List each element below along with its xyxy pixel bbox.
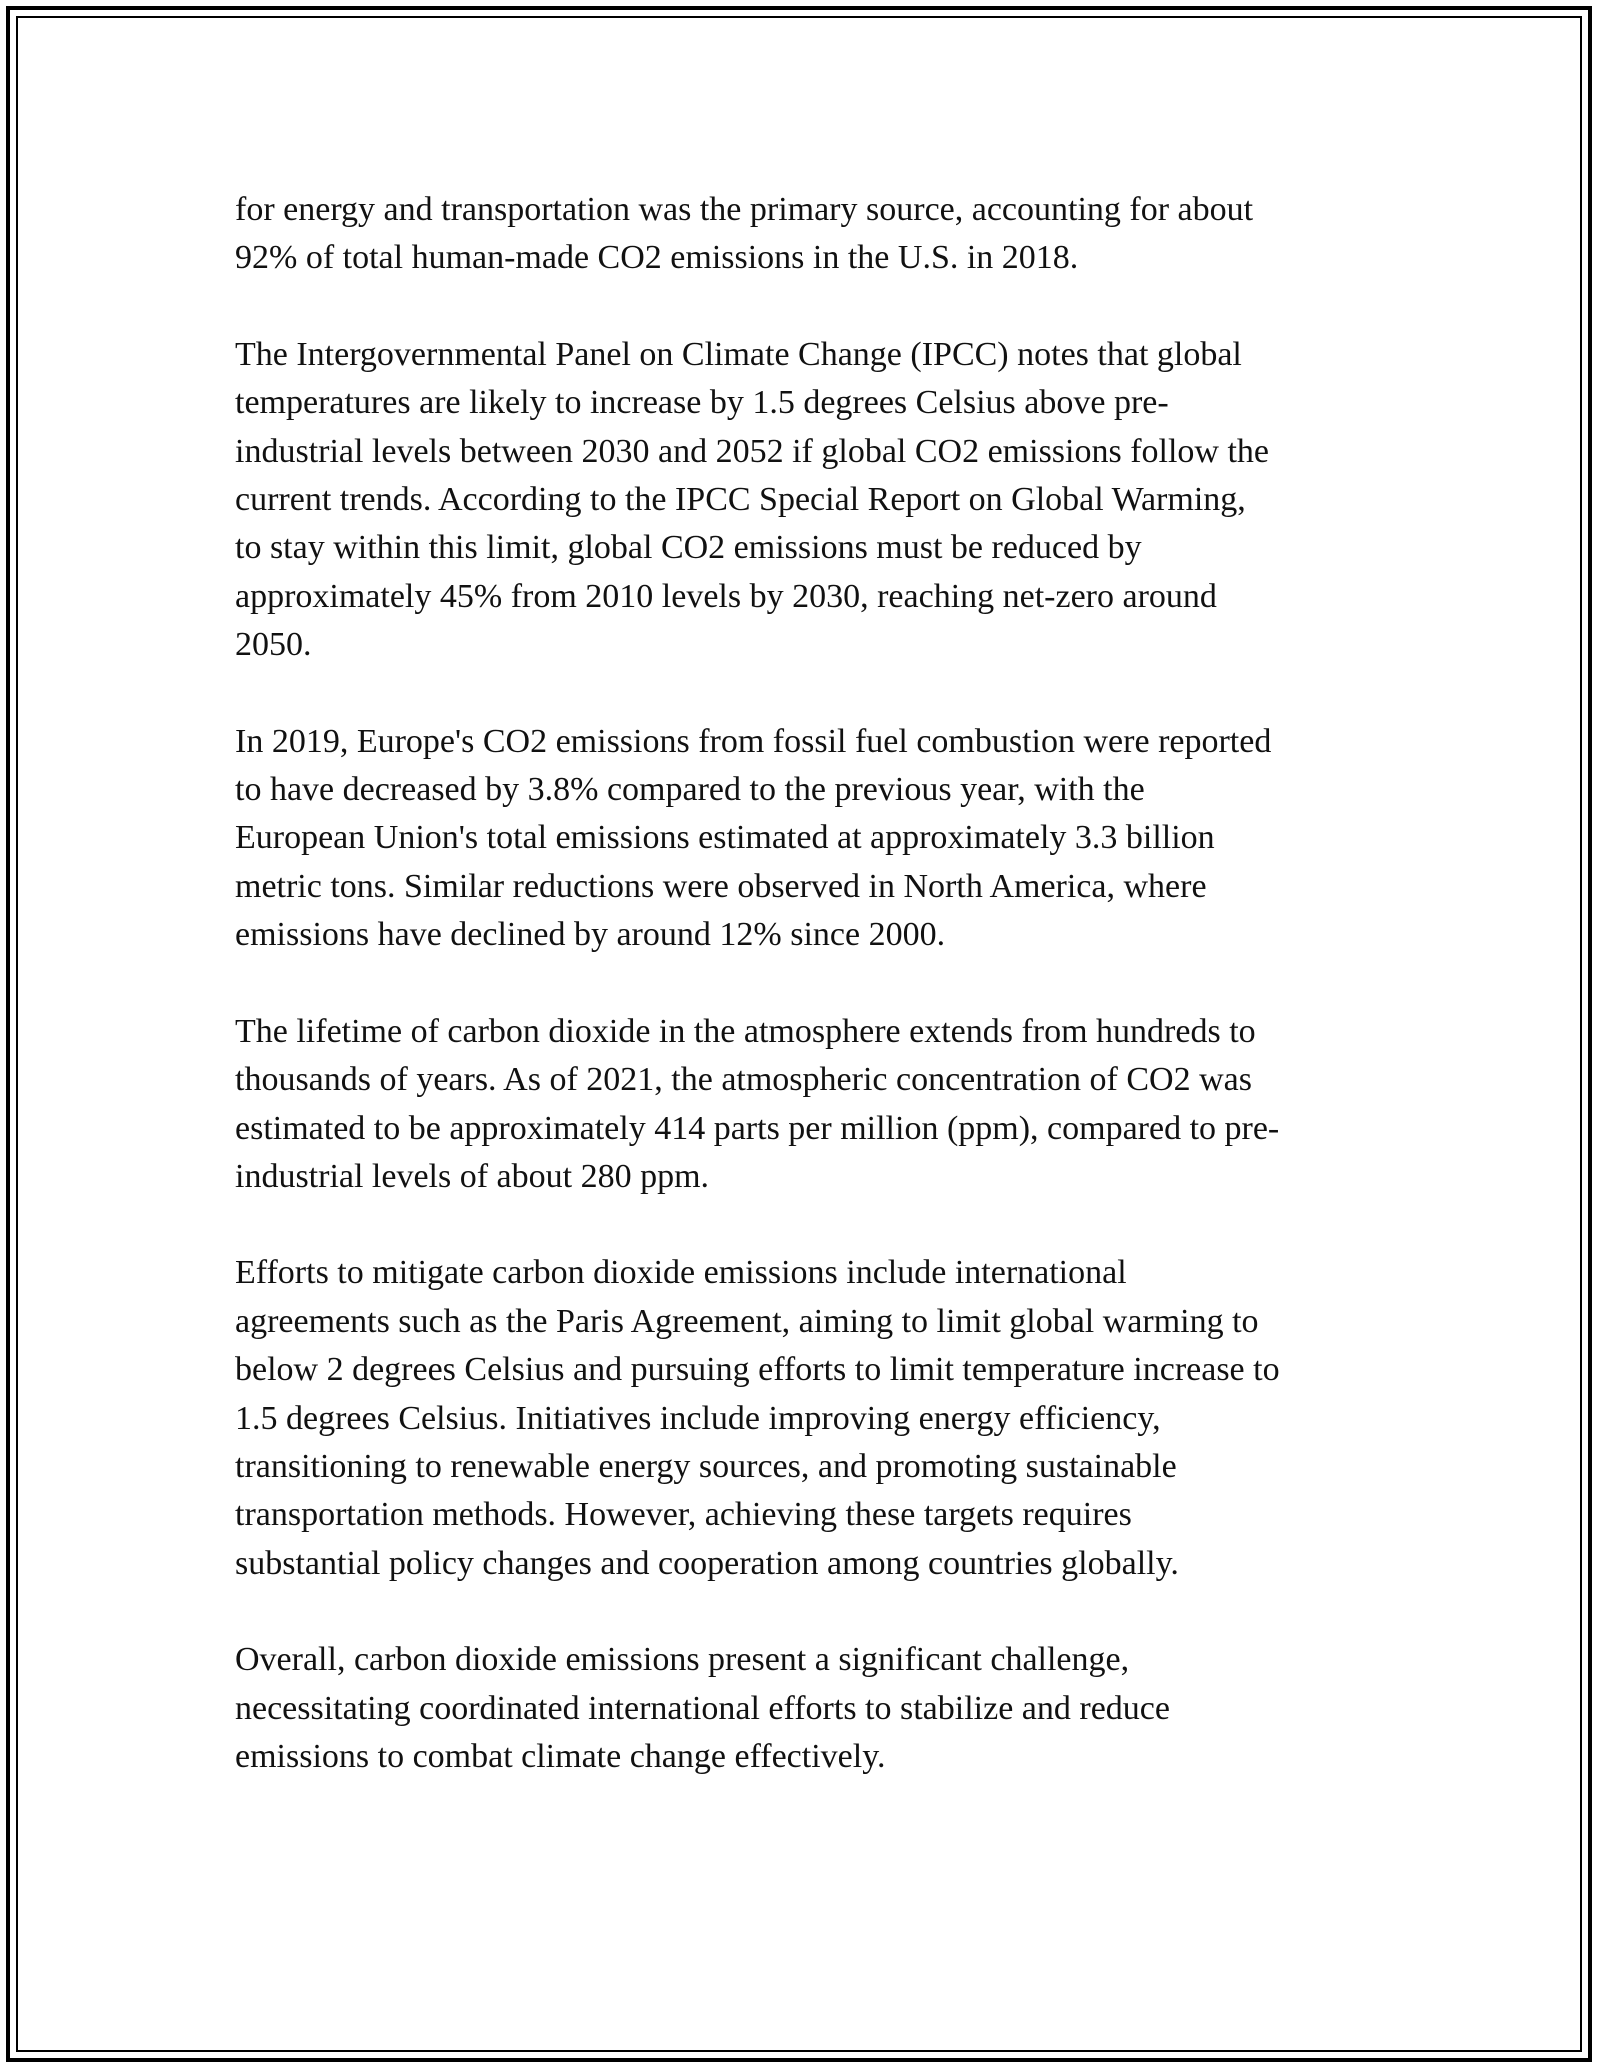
paragraph-europe-emissions: In 2019, Europe's CO2 emissions from fossil fuel combustion were reported to have decreased by 3.8% compared to the previous year, with the European Union's total emissions estimated at approximately 3.3 billion metric tons. Similar reductions were observed in North America, where emissions have declined by around 12% since 2000. <box>235 722 1272 954</box>
paragraph-us-emissions: for energy and transportation was the primary source, accounting for about 92% of total human-made CO2 emissions in the U.S. in 2018. <box>235 191 1254 277</box>
paragraph-co2-lifetime: The lifetime of carbon dioxide in the atmosphere extends from hundreds to thousands of years. As of 2021, the atmospheric concentration of CO2 was estimated to be approximately 414 parts per million (ppm), compared to pre- industrial levels of about 280 ppm. <box>235 1012 1280 1195</box>
document-body <box>235 186 1365 1781</box>
paragraph-mitigation-efforts: Efforts to mitigate carbon dioxide emissions include international agreements such as the Paris Agreement, aiming to limit global warming to below 2 degrees Celsius and pursuing efforts to limit temperature increase to 1.5 degrees Celsius. Initiatives include improving energy efficiency, transitioning to renewable energy sources, and promoting sustainable transportation methods. However, achieving these targets requires substantial policy changes and cooperation among countries globally. <box>235 1254 1280 1582</box>
paragraph-ipcc-projection: The Intergovernmental Panel on Climate Change (IPCC) notes that global temperatures are likely to increase by 1.5 degrees Celsius above pre- industrial levels between 2030 and 2052 if global CO2 emissions follow the current trends. According to the IPCC Special Report on Global Warming, to stay within this limit, global CO2 emissions must be reduced by approximately 45% from 2010 levels by 2030, reaching net-zero around 2050. <box>235 335 1270 664</box>
paragraph-conclusion: Overall, carbon dioxide emissions present a significant challenge, necessitating coordinated international efforts to stabilize and reduce emissions to combat climate change effectively. <box>235 1641 1170 1775</box>
